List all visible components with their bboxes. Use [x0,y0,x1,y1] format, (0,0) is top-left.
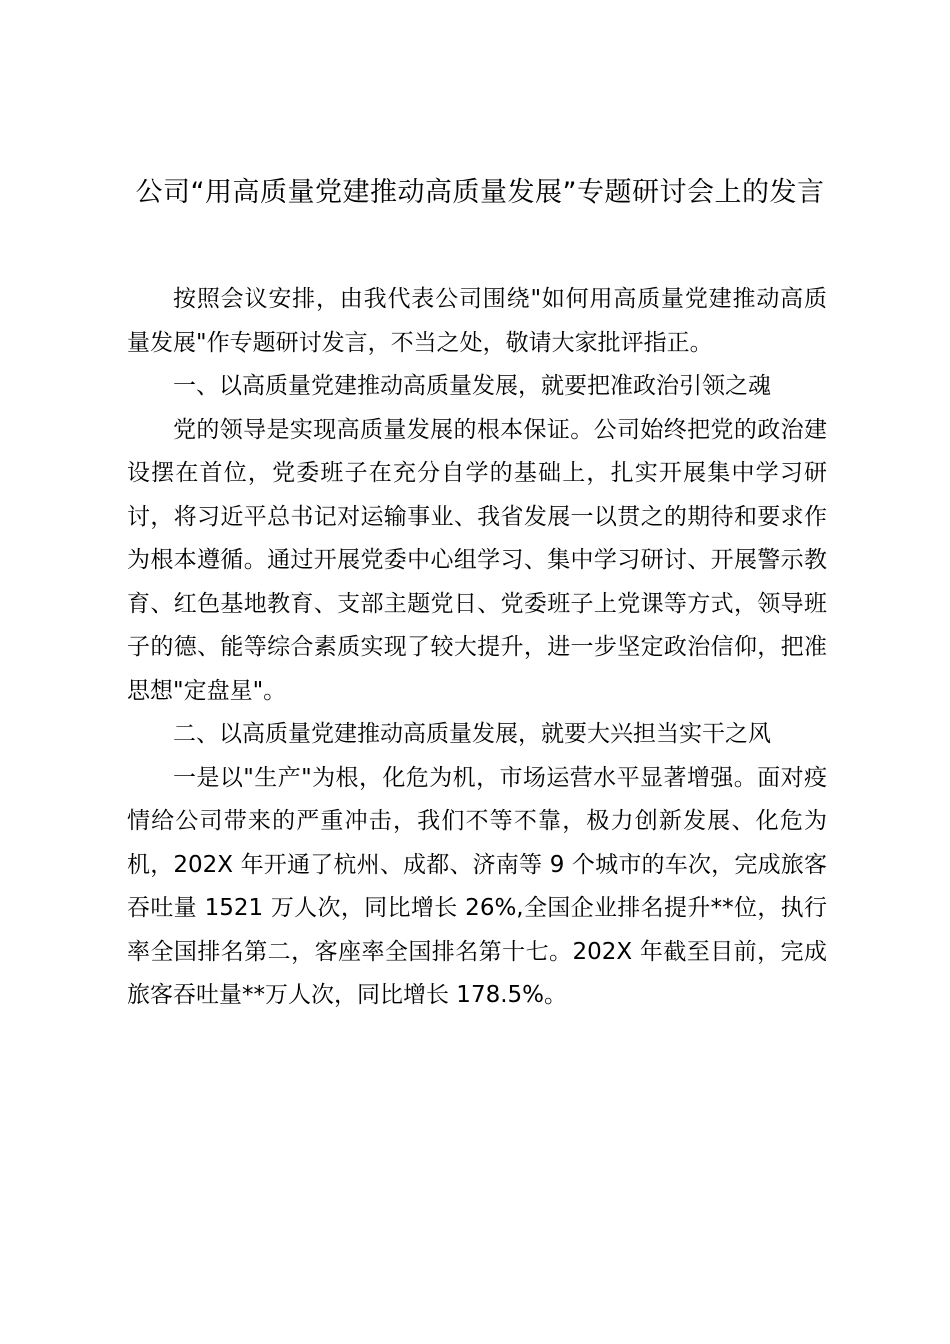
section-heading-2: 二、以高质量党建推动高质量发展，就要大兴担当实干之风 [173,721,771,747]
document-body [127,278,827,1018]
paragraph-section-2: 一是以"生产"为根，化危为机，市场运营水平显著增强。面对疫情给公司带来的严重冲击，我们不等不靠，极力创新发展、化危为机，202X 年开通了杭州、成都、济南等 9 个城市的车次，完成旅客吞吐量 1521 万人次，同比增长 26%,全国企业排名提升**位，执行率全国排名第二，客座率全国排名第十七。202X 年截至目前，完成旅客吞吐量**万人次，同比增长 178.5%。 [127,764,827,1008]
paragraph-section-1: 党的领导是实现高质量发展的根本保证。公司始终把党的政治建设摆在首位，党委班子在充分自学的基础上，扎实开展集中学习研讨，将习近平总书记对运输事业、我省发展一以贯之的期待和要求作为根本遵循。通过开展党委中心组学习、集中学习研讨、开展警示教育、红色基地教育、支部主题党日、党委班子上党课等方式，领导班子的德、能等综合素质实现了较大提升，进一步坚定政治信仰，把准思想"定盘星"。 [127,416,827,704]
paragraph-intro: 按照会议安排，由我代表公司围绕"如何用高质量党建推动高质量发展"作专题研讨发言，不当之处，敬请大家批评指正。 [127,286,827,356]
section-heading-1: 一、以高质量党建推动高质量发展，就要把准政治引领之魂 [173,373,771,399]
document-title: 公司“用高质量党建推动高质量发展”专题研讨会上的发言 [135,177,825,208]
